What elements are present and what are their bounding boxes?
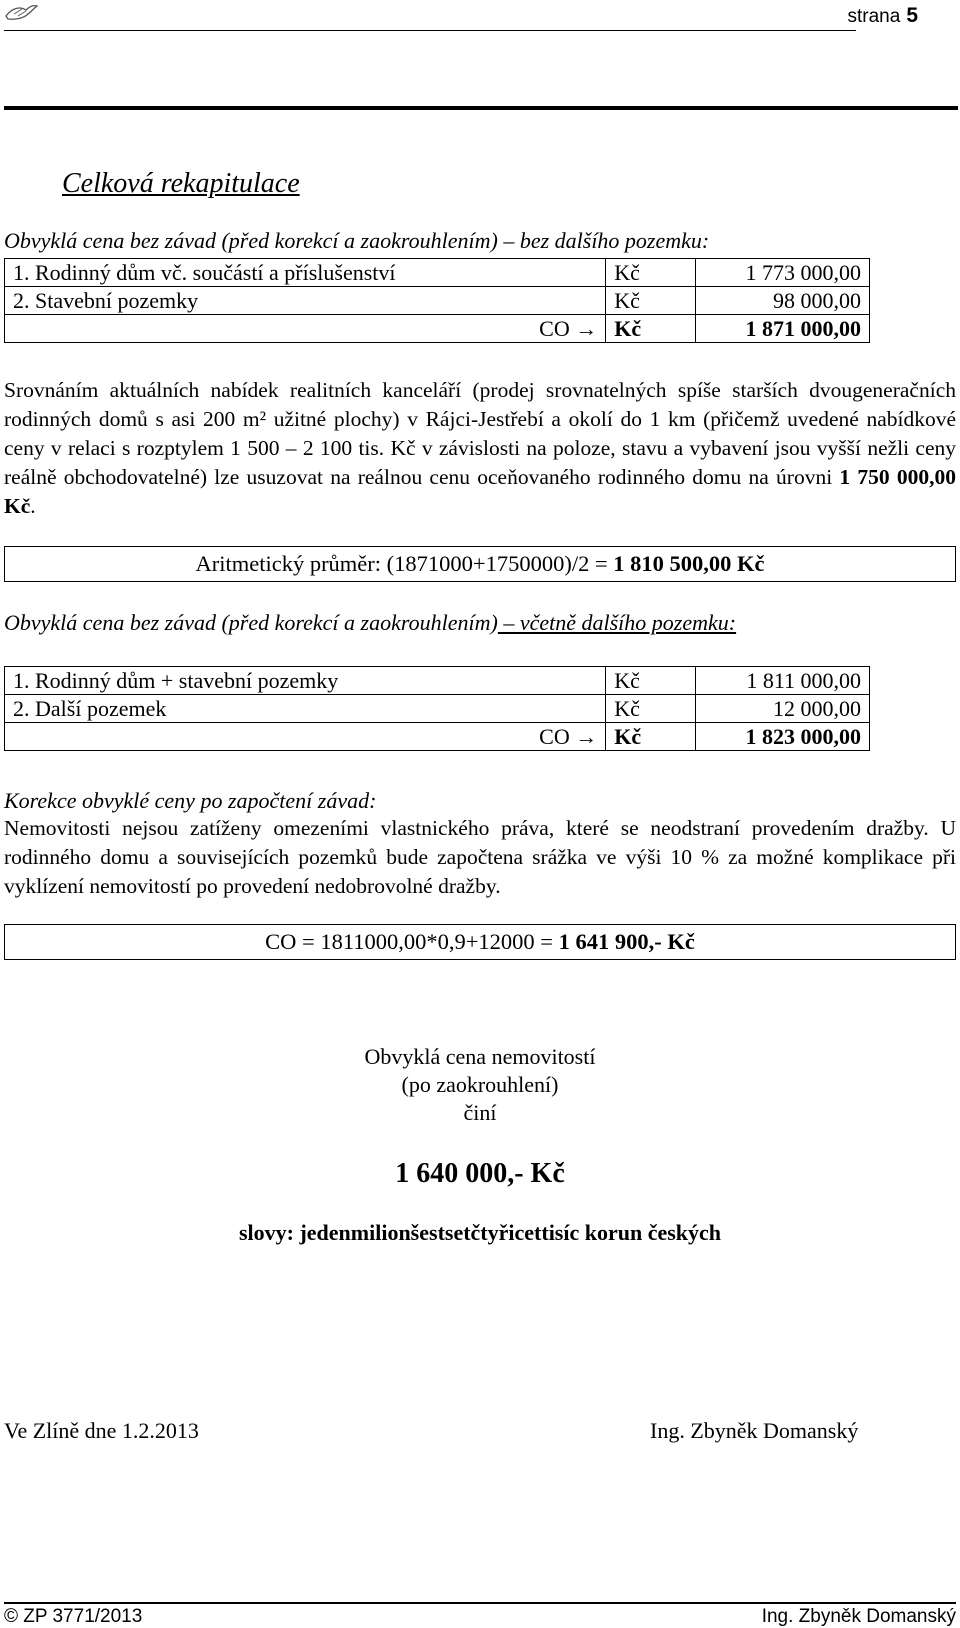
average-value: 1 810 500,00 Kč <box>613 551 765 576</box>
result-line2: (po zaokrouhlení) <box>401 1072 559 1097</box>
paragraph-text: Srovnáním aktuálních nabídek realitních kanceláří (prodej srovnatelných spíše starších dvougeneračních rodinných domů s asi 200 m² užitné plochy) v Rájci-Jestřebí a okolí do 1 km (přičemž uvedené nabídkové ceny v relaci s rozptylem 1 500 – 2 100 tis. Kč v závislosti na poloze, stavu a vybavení jsou vyšší nežli ceny reálně obchodovatelné) lze usuzovat na reálnou cenu oceňovaného rodinného domu na úrovni <box>4 378 956 489</box>
paragraph-bold-value: 1 750 000,00 Kč <box>4 465 956 518</box>
page-label: strana <box>847 6 901 27</box>
table-total-row <box>5 723 870 751</box>
row-currency: Kč <box>606 259 696 287</box>
section2-heading <box>4 610 736 636</box>
average-box <box>4 546 956 582</box>
table-row <box>5 695 870 723</box>
page-number-value: 5 <box>906 4 918 27</box>
header-rule <box>4 106 958 110</box>
footer-author: Ing. Zbyněk Domanský <box>761 1606 956 1627</box>
footer-doc-id: © ZP 3771/2013 <box>4 1606 143 1627</box>
formula-value: 1 641 900,- Kč <box>558 929 695 954</box>
result-line3: činí <box>463 1100 497 1125</box>
paragraph-end: . <box>30 494 36 518</box>
header-underline <box>4 30 856 31</box>
formula-text: CO = 1811000,00*0,9+12000 = <box>265 929 559 954</box>
signature-name: Ing. Zbyněk Domanský <box>650 1418 859 1443</box>
section2-heading-prefix: Obvyklá cena bez závad (před korekcí a zaokrouhlením) <box>4 610 498 635</box>
total-amount: 1 823 000,00 <box>696 723 870 751</box>
row-amount: 12 000,00 <box>696 695 870 723</box>
table-row <box>5 259 870 287</box>
market-comparison-paragraph <box>4 376 956 521</box>
footer-rule <box>4 1602 956 1604</box>
row-amount: 1 811 000,00 <box>696 667 870 695</box>
row-label: 2. Stavební pozemky <box>5 287 606 315</box>
result-line1: Obvyklá cena nemovitostí <box>364 1044 596 1069</box>
correction-paragraph: Nemovitosti nejsou zatíženy omezeními vlastnického práva, které se neodstraní provedením dražby. U rodinného domu a souvisejících pozemků bude započtena srážka ve výši 10 % za možné komplikace při vyklízení nemovitostí po provedení nedobrovolné dražby. <box>4 816 956 898</box>
average-text: Aritmetický průměr: (1871000+1750000)/2 = <box>195 551 614 576</box>
row-amount: 1 773 000,00 <box>696 259 870 287</box>
correction-heading: Korekce obvyklé ceny po započtení závad: <box>4 788 377 813</box>
section1-table <box>4 258 870 343</box>
result-words: slovy: jedenmilionšestsetčtyřicettisíc korun českých <box>238 1220 722 1245</box>
total-label: CO → <box>5 315 606 343</box>
page-title: Celková rekapitulace <box>62 168 300 199</box>
table-row <box>5 667 870 695</box>
row-currency: Kč <box>606 287 696 315</box>
row-currency: Kč <box>606 667 696 695</box>
row-label: 1. Rodinný dům + stavební pozemky <box>5 667 606 695</box>
section1-heading: Obvyklá cena bez závad (před korekcí a zaokrouhlením) – bez dalšího pozemku: <box>4 228 710 253</box>
row-amount: 98 000,00 <box>696 287 870 315</box>
section2-heading-suffix: – včetně dalšího pozemku: <box>497 610 737 635</box>
table-row <box>5 287 870 315</box>
row-currency: Kč <box>606 695 696 723</box>
total-currency: Kč <box>606 723 696 751</box>
section2-table <box>4 666 870 751</box>
bird-logo-icon <box>4 2 38 26</box>
result-amount: 1 640 000,- Kč <box>395 1158 565 1189</box>
row-label: 1. Rodinný dům vč. součástí a příslušenství <box>5 259 606 287</box>
total-amount: 1 871 000,00 <box>696 315 870 343</box>
table-total-row <box>5 315 870 343</box>
page-number <box>848 4 919 28</box>
total-label: CO → <box>5 723 606 751</box>
total-currency: Kč <box>606 315 696 343</box>
row-label: 2. Další pozemek <box>5 695 606 723</box>
place-date: Ve Zlíně dne 1.2.2013 <box>4 1418 199 1443</box>
formula-box <box>4 924 956 960</box>
